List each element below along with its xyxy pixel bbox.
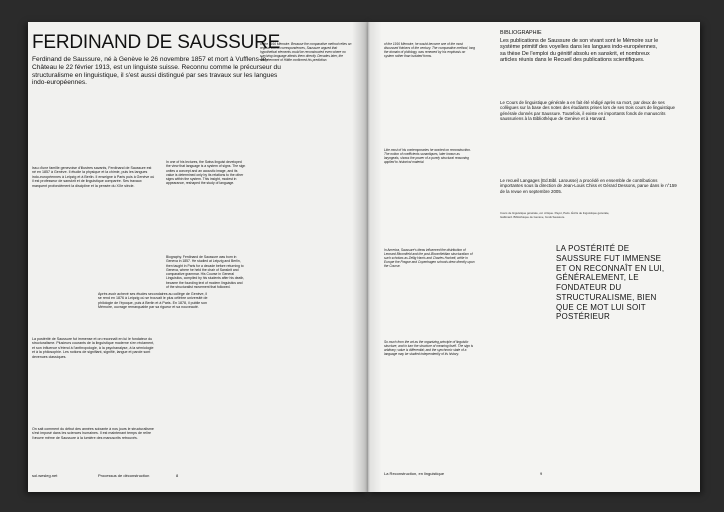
body-text-block: Issu d'une famille genevoise d'illustres savants, Ferdinand de Saussure est né en 1857 à Genève. Il étudie la physique et la chimie, puis les langues indo-européennes à Leipzig et à Berlin. Il enseigne à Paris puis à Genève où il est professeur de sanskrit et de linguistique comparée. Ses travaux marquent profondément la discipline et la pensée du XXe siècle. xyxy=(32,166,155,188)
body-text-column: Like most of his contemporaries he worked on reconstruction. The notion of coefficients sonantiques, later known as laryngeals, shows the power of a purely structural reasoning applied to historical material. xyxy=(384,148,471,164)
page-number-left: 8 xyxy=(176,473,179,478)
body-text-column: So much from the art as the organizing principle of linguistic structure, and in turn the structure of meaning itself. The sign is arbitrary; value is differential; and the synchronic state of a language may be studied independently of its history. xyxy=(384,340,474,356)
footer-section: La Reconstruction, en linguistique xyxy=(384,471,445,476)
bibliography-paragraph: Les publications de Saussure de son vivant sont le Mémoire sur le système primitif des voyelles dans les langues indo-européennes, sa thèse De l'emploi du génitif absolu en sanskrit, et nombreux articles réunis dans le Recueil des publications scientifiques. xyxy=(500,38,659,64)
credits-block: Cours de linguistique générale, éd. critique. Payot, Paris. Écrits de linguistique générale, Gallimard. Bibliothèque de Genève, fonds Saussure. xyxy=(500,211,610,219)
bibliography-paragraph: Le recueil Langages (Ed.Bibl. Larousse) a procédé en ensemble de contributions importantes sous la direction de Jean-Louis Chiss et Gérard Dessons, parue dans le n°159 de la revue en septembre 2005. xyxy=(500,178,677,194)
body-text-column: Biography. Ferdinand de Saussure was born in Geneva in 1857. He studied at Leipzig and Berlin, then taught in Paris for a decade before returning to Geneva, where he held the chair of Sanskrit and comparative grammar. His Course in General Linguistics, compiled by his students after his death, became the founding text of modern linguistics and of the structuralist movement that followed. xyxy=(166,255,245,289)
body-text-column: In America, Saussure's ideas influenced the distribution of Leonard Bloomfield and the post-Bloomfieldian structuralism of such scholars as Zellig Harris and Charles Hockett, while in Europe the Prague and Copenhagen schools drew directly upon the Course. xyxy=(384,248,475,268)
body-text-block: On sait comment du début des années soixante à nos jours le structuralisme s'est imposé dans les sciences humaines. Il est maintenant temps de relire l'œuvre même de Saussure à la lumière des manuscrits retrouvés. xyxy=(32,427,154,440)
body-text-block: Après avoir achevé ses études secondaires au collège de Genève, il se rend en 1876 à Leipzig où se trouvait le plus célèbre université de philologie de l'époque, puis à Berlin et à Paris. En 1878, il publie son Mémoire, ouvrage remarquable par sa rigueur et sa nouveauté. xyxy=(98,292,208,310)
page-title: FERDINAND DE SAUSSURE xyxy=(32,32,281,53)
body-text-block: La postérité de Saussure fut immense et on reconnaît en lui le fondateur du structuralisme. Plusieurs courants de la linguistique moderne s'en réclament, et son influence s'étend à l'anthropologie, à la psychanalyse, à la sémiologie et à la philosophie. Les notions de signifiant, signifié, langue et parole sont devenues classiques. xyxy=(32,337,155,359)
bibliography-paragraph: Le Cours de linguistique générale a en fait été rédigé après sa mort, par deux de ses collègues sur la base des notes des étudiants prises lors de ses trois cours de linguistique générale donnés par Saussure. Toutefois, il existe en importants fonds de manuscrits saussuriens à la Bibliothèque de Genève et à Harvard. xyxy=(500,100,675,122)
body-text-column: In one of his lectures, the Swiss linguist developed the view that language is a system of signs. The sign unites a concept and an acoustic image, and its value is determined only by its relations to the other signs within the system. This insight, modest in appearance, reshaped the study of language. xyxy=(166,160,246,186)
pull-quote: LA POSTÉRITÉ DE SAUSSURE FUT IMMENSE ET ON RECONNAÎT EN LUI, GÉNÉRALEMENT, LE FONDATEUR DU STRUCTURALISME, BIEN QUE CE MOT LUI SOIT POSTÉRIEUR xyxy=(556,244,665,322)
footer-url: sol.wesleg.net xyxy=(32,473,58,478)
body-text-column: of the 1916 Mémoire, he would become one of the most discussed thinkers of the century. The comparative method, long the domain of philology, was renewed by his emphasis on system rather than isolated forms. xyxy=(384,42,476,58)
bibliography-heading: BIBLIOGRAPHIE xyxy=(500,30,542,36)
body-text-column: of the 1916 Mémoire. Because the comparative method relies on regular sound correspondences, Saussure argued that hypothetical elements could be reconstructed even where no surviving language attests them directly. Decades later, the decipherment of Hittite confirmed his prediction. xyxy=(260,42,352,62)
intro-paragraph: Ferdinand de Saussure, né à Genève le 26 novembre 1857 et mort à Vufflens-le-Château le 22 février 1913, est un linguiste suisse. Reconnu comme le précurseur du structuralisme en linguistique, il s'est aussi distingué par ses travaux sur les langues indo-européennes. xyxy=(32,56,281,87)
footer-section: Processus de déconstruction xyxy=(98,473,150,478)
page-number-right: 9 xyxy=(540,471,543,476)
